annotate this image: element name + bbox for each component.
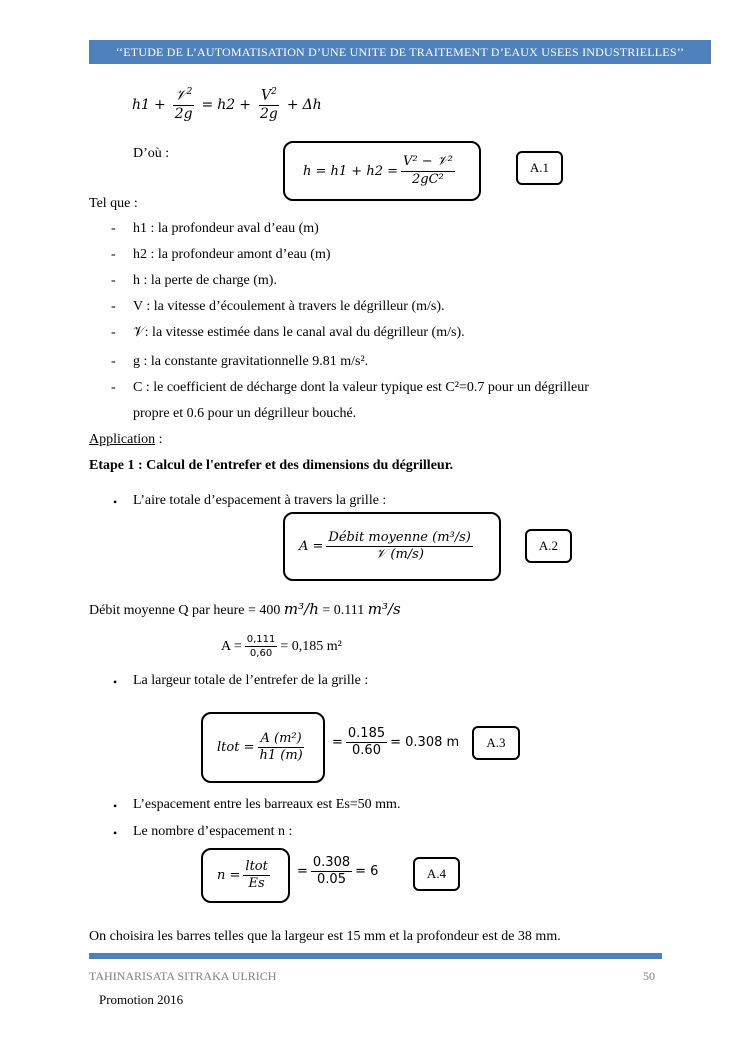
eq-a3-frac-2 <box>346 727 387 759</box>
application-colon: : <box>155 432 163 447</box>
footer-rule <box>89 953 662 959</box>
eq-a4-value: = 6 <box>355 864 379 880</box>
dash: - <box>111 325 116 340</box>
bullet-icon: • <box>113 495 118 509</box>
dash: - <box>111 221 116 236</box>
a-calc-prefix: A = <box>221 638 242 654</box>
eq-a1-lhs: h = h1 + h2 = <box>303 163 398 179</box>
equation-tag-a1: A.1 <box>516 151 563 185</box>
eq-a1-den: 2gC² <box>412 171 444 187</box>
eq-a1-num: V² − 𝒱² <box>401 155 455 171</box>
eq-a4-num-2: 0.308 <box>311 856 352 872</box>
eq-a4-num: ltot <box>243 860 269 876</box>
def-item-continued: propre et 0.6 pour un dégrilleur bouché. <box>133 406 357 421</box>
eq-a3-den-2: 0.60 <box>352 743 381 759</box>
eq-equals: = <box>201 97 214 114</box>
conclusion-text: On choisira les barres telles que la largeur est 15 mm et la profondeur est de 38 mm. <box>89 929 561 944</box>
debit-mid: = 0.111 <box>318 603 368 618</box>
eq-exp-2: 2 <box>271 87 277 97</box>
footer-promotion: Promotion 2016 <box>99 992 184 1007</box>
eq-a2-den: 𝒱 (m/s) <box>375 547 424 562</box>
equation-a1-box <box>283 141 481 201</box>
def-item: g : la constante gravitationnelle 9.81 m/s². <box>133 354 369 369</box>
eq-a3-den: h1 (m) <box>259 748 303 763</box>
equation-tag-a2: A.2 <box>525 529 572 563</box>
debit-prefix: Débit moyenne Q par heure = 400 <box>89 603 284 618</box>
dash: - <box>111 247 116 262</box>
eq-delta-h: Δh <box>302 97 322 114</box>
eq-exp: 2 <box>186 87 193 97</box>
bullet-icon: • <box>113 826 118 840</box>
eq-plus-3: + <box>286 97 299 114</box>
eq-a4-frac <box>243 860 269 892</box>
eq-a2-frac <box>326 531 472 563</box>
equation-a3-result <box>332 727 459 759</box>
eq-den-2: 2g <box>259 106 278 123</box>
eq-h2: h2 <box>217 97 236 114</box>
dash: - <box>111 354 116 369</box>
footer-page-number: 50 <box>643 969 655 983</box>
eq-frac-v <box>173 88 195 122</box>
bullet-item: L’aire totale d’espacement à travers la grille : <box>133 493 387 508</box>
def-item: C : le coefficient de décharge dont la valeur typique est C²=0.7 pour un dégrilleur <box>133 380 589 395</box>
etape-heading: Etape 1 : Calcul de l'entrefer et des dimensions du dégrilleur. <box>89 458 454 473</box>
eq-V: V <box>260 87 272 104</box>
eq-a1-frac <box>401 155 455 187</box>
eq-v-script: 𝒱 <box>174 87 187 104</box>
a-calc-num: 0,111 <box>246 634 276 645</box>
bullet-icon: • <box>113 799 118 813</box>
eq-a4-den-2: 0.05 <box>317 872 346 888</box>
debit-line <box>89 600 401 619</box>
dash: - <box>111 380 116 395</box>
debit-unit-1: m³/h <box>283 600 319 618</box>
eq-a3-eq: = <box>332 735 343 751</box>
eq-a4-eq: = <box>297 864 308 880</box>
def-item: h2 : la profondeur amont d’eau (m) <box>133 247 331 262</box>
eq-h1: h1 <box>132 97 150 114</box>
bullet-item: Le nombre d’espacement n : <box>133 824 293 839</box>
equation-a4-result <box>297 856 378 888</box>
equation-tag-a4: A.4 <box>413 857 460 891</box>
bullet-item: La largeur totale de l’entrefer de la grille : <box>133 673 369 688</box>
eq-a4-den: Es <box>248 876 265 891</box>
bernoulli-equation <box>132 88 322 122</box>
application-label: Application <box>89 432 156 447</box>
application-heading <box>89 432 163 448</box>
equation-a4-box <box>201 848 290 903</box>
eq-a3-num: A (m²) <box>258 732 303 748</box>
eq-plus: + <box>153 97 166 114</box>
dash: - <box>111 299 116 314</box>
eq-a2-lhs: A = <box>299 539 324 554</box>
equation-a2-box <box>283 512 501 581</box>
tel-que-label: Tel que : <box>89 196 138 211</box>
def-item: h1 : la profondeur aval d’eau (m) <box>133 221 319 236</box>
eq-a4-lhs: n = <box>217 868 241 883</box>
debit-unit-2: m³/s <box>367 600 401 618</box>
footer-author: TAHINARISATA SITRAKA ULRICH <box>89 969 277 983</box>
dou-label: D’où : <box>133 146 170 161</box>
eq-den: 2g <box>174 106 193 123</box>
eq-a3-lhs: ltot = <box>217 740 255 755</box>
page-header: ‘‘ETUDE DE L’AUTOMATISATION D’UNE UNITE DE TRAITEMENT D’EAUX USEES INDUSTRIELLES’’ <box>89 40 711 64</box>
eq-a3-num-2: 0.185 <box>346 727 387 743</box>
a-calc-den: 0,60 <box>249 648 273 659</box>
equation-tag-a3: A.3 <box>472 726 520 760</box>
def-item: V : la vitesse d’écoulement à travers le dégrilleur (m/s). <box>133 299 445 314</box>
def-item: h : la perte de charge (m). <box>133 273 277 288</box>
a-calc-frac <box>245 634 278 659</box>
a-calc-suffix: = 0,185 m² <box>280 638 342 654</box>
def-item: 𝒱: la vitesse estimée dans le canal aval du dégrilleur (m/s). <box>133 325 465 340</box>
equation-a3-box <box>201 712 325 783</box>
eq-plus-2: + <box>239 97 251 114</box>
eq-a4-frac-2 <box>311 856 352 888</box>
bullet-icon: • <box>113 675 118 689</box>
eq-a2-num: Débit moyenne (m³/s) <box>326 531 472 547</box>
eq-a3-value: = 0.308 m <box>390 735 460 751</box>
eq-frac-V <box>258 88 280 122</box>
a-calculation <box>221 634 342 659</box>
bullet-item: L’espacement entre les barreaux est Es=50 mm. <box>133 797 401 812</box>
dash: - <box>111 273 116 288</box>
eq-a3-frac <box>257 732 304 764</box>
